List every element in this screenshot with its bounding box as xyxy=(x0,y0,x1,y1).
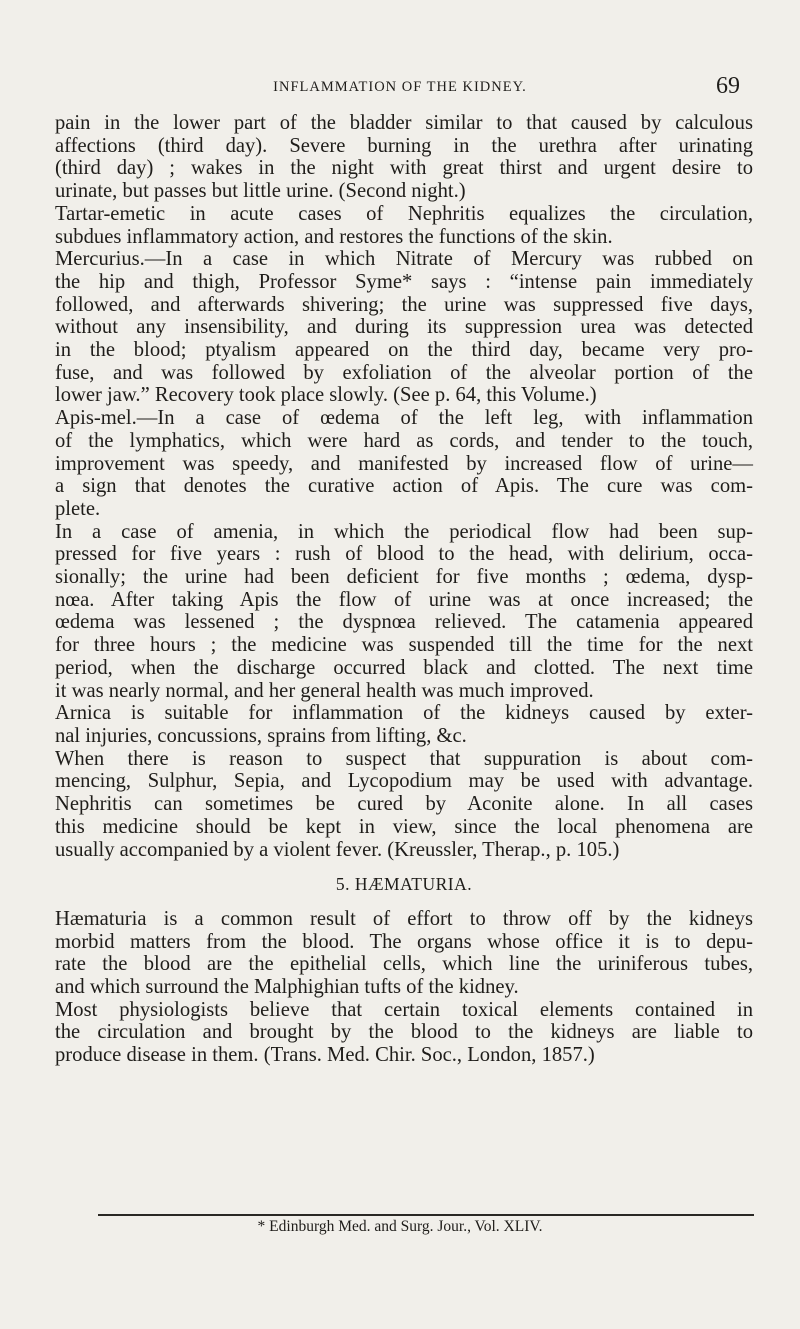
running-title: INFLAMMATION OF THE KIDNEY. xyxy=(273,79,527,95)
text-line: lower jaw.” Recovery took place slowly. (See p. 64, this Volume.) xyxy=(55,384,597,407)
text-line: Most physiologists believe that certain toxical elements contained in xyxy=(55,998,753,1021)
text-line: of the lymphatics, which were hard as cords, and tender to the touch, xyxy=(55,429,753,452)
text-line: Nephritis can sometimes be cured by Aconite alone. In all cases xyxy=(55,793,753,816)
text-line: Apis-mel.—In a case of œdema of the left leg, with inflammation xyxy=(55,407,753,430)
text-line: Hæmaturia is a common result of effort to throw off by the kidneys xyxy=(55,907,753,930)
section-heading: 5. HÆMATURIA. xyxy=(335,874,473,895)
text-line: followed, and afterwards shivering; the urine was suppressed five days, xyxy=(55,293,753,316)
text-line: In a case of amenia, in which the periodical flow had been sup- xyxy=(55,520,753,543)
text-line: period, when the discharge occurred black and clotted. The next time xyxy=(55,656,753,679)
text-line: usually accompanied by a violent fever. (Kreussler, Therap., p. 105.) xyxy=(55,838,620,861)
text-line: for three hours ; the medicine was suspended till the time for the next xyxy=(55,634,753,657)
text-line: fuse, and was followed by exfoliation of the alveolar portion of the xyxy=(55,361,753,384)
text-line: œdema was lessened ; the dyspnœa relieved. The catamenia appeared xyxy=(55,611,753,634)
text-line: a sign that denotes the curative action of Apis. The cure was com- xyxy=(55,475,753,498)
text-line: subdues inflammatory action, and restores the functions of the skin. xyxy=(55,225,613,248)
text-line: affections (third day). Severe burning in the urethra after urinating xyxy=(55,134,753,157)
text-line: without any insensibility, and during its suppression urea was detected xyxy=(55,316,753,339)
text-line: in the blood; ptyalism appeared on the third day, became very pro- xyxy=(55,339,753,362)
text-line: rate the blood are the epithelial cells, which line the uriniferous tubes, xyxy=(55,953,753,976)
text-line: urinate, but passes but little urine. (Second night.) xyxy=(55,180,466,203)
text-line: plete. xyxy=(55,497,101,520)
text-line: improvement was speedy, and manifested by increased flow of urine— xyxy=(55,452,753,475)
text-line: Tartar-emetic in acute cases of Nephritis equalizes the circulation, xyxy=(55,202,753,225)
text-line: morbid matters from the blood. The organs whose office it is to depu- xyxy=(55,930,753,953)
text-line: mencing, Sulphur, Sepia, and Lycopodium may be used with advantage. xyxy=(55,770,753,793)
text-line: the circulation and brought by the blood to the kidneys are liable to xyxy=(55,1021,753,1044)
text-line: When there is reason to suspect that suppuration is about com- xyxy=(55,747,753,770)
footnote: * Edinburgh Med. and Surg. Jour., Vol. XLIV. xyxy=(257,1218,543,1235)
text-line: nœa. After taking Apis the flow of urine was at once increased; the xyxy=(55,588,753,611)
text-line: (third day) ; wakes in the night with great thirst and urgent desire to xyxy=(55,157,753,180)
text-line: and which surround the Malphighian tufts of the kidney. xyxy=(55,976,519,999)
text-line: it was nearly normal, and her general health was much improved. xyxy=(55,679,594,702)
text-line: Mercurius.—In a case in which Nitrate of Mercury was rubbed on xyxy=(55,248,753,271)
text-line: Arnica is suitable for inflammation of the kidneys caused by exter- xyxy=(55,702,753,725)
text-line: produce disease in them. (Trans. Med. Chir. Soc., London, 1857.) xyxy=(55,1044,595,1067)
text-line: pressed for five years : rush of blood to the head, with delirium, occa- xyxy=(55,543,753,566)
page-header xyxy=(0,73,800,109)
body-text xyxy=(55,112,753,1067)
text-line: pain in the lower part of the bladder similar to that caused by calculous xyxy=(55,112,753,134)
footnote-rule xyxy=(98,1214,754,1216)
page-number: 69 xyxy=(716,73,740,99)
text-line: this medicine should be kept in view, since the local phenomena are xyxy=(55,815,753,838)
text-line: sionally; the urine had been deficient for five months ; œdema, dysp- xyxy=(55,566,753,589)
text-line: nal injuries, concussions, sprains from lifting, &c. xyxy=(55,724,467,747)
text-line: the hip and thigh, Professor Syme* says : “intense pain immediately xyxy=(55,270,753,293)
